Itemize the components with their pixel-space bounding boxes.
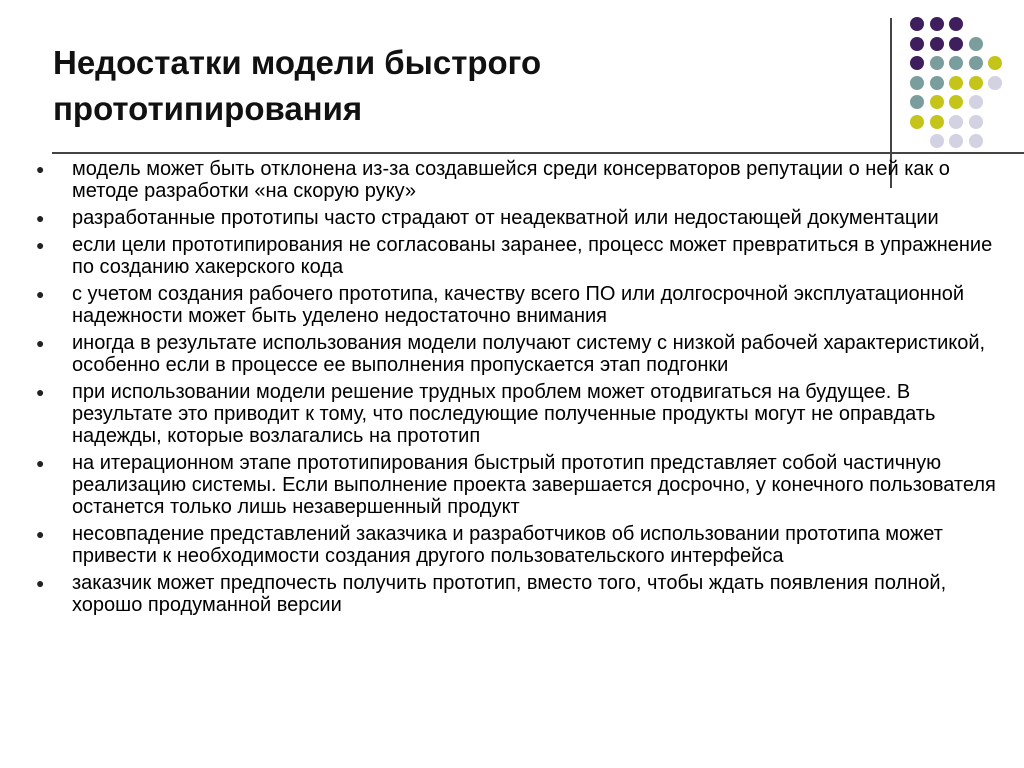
bullet-dot-icon: ● — [36, 286, 45, 302]
bullet-text: модель может быть отклонена из-за создавшейся среди консерваторов репутации о ней как о методе разработки «на скорую руку» — [72, 158, 950, 202]
bullet-item — [36, 332, 996, 376]
bullet-item — [36, 207, 996, 229]
decorative-dot — [910, 95, 924, 109]
bullet-dot-icon: ● — [36, 526, 45, 542]
bullet-item — [36, 523, 996, 567]
decorative-dot — [988, 76, 1002, 90]
decorative-dot — [910, 37, 924, 51]
bullet-item — [36, 452, 996, 518]
slide-title-line-2: прототипирования — [53, 90, 363, 127]
decorative-dot — [930, 95, 944, 109]
bullet-item — [36, 572, 996, 616]
decorative-dot-grid — [900, 8, 1024, 168]
bullet-item — [36, 158, 996, 202]
bullet-dot-icon: ● — [36, 335, 45, 351]
decorative-dot — [930, 37, 944, 51]
decorative-dot — [949, 95, 963, 109]
bullet-dot-icon: ● — [36, 237, 45, 253]
decorative-dot — [949, 76, 963, 90]
bullet-text: разработанные прототипы часто страдают от неадекватной или недостающей документации — [72, 207, 939, 229]
bullet-text: иногда в результате использования модели получают систему с низкой рабочей характеристикой, особенно если в процессе ее выполнения пропускается этап подгонки — [72, 332, 986, 376]
decorative-dot — [969, 76, 983, 90]
bullet-item — [36, 234, 996, 278]
decorative-dot — [910, 56, 924, 70]
bullet-dot-icon: ● — [36, 210, 45, 226]
bullet-dot-icon: ● — [36, 384, 45, 400]
bullet-text: при использовании модели решение трудных проблем может отодвигаться на будущее. В результате это приводит к тому, что последующие полученные продукты могут не оправдать надежды, которые возлагались на прототип — [72, 381, 936, 447]
bullet-dot-icon: ● — [36, 161, 45, 177]
decorative-dot — [930, 17, 944, 31]
decorative-dot — [949, 115, 963, 129]
decorative-dot — [988, 56, 1002, 70]
horizontal-divider — [52, 152, 1024, 154]
decorative-dot — [930, 134, 944, 148]
decorative-dot — [969, 37, 983, 51]
bullet-text: если цели прототипирования не согласованы заранее, процесс может превратиться в упражнение по созданию хакерского кода — [72, 234, 993, 278]
bullet-text: заказчик может предпочесть получить прототип, вместо того, чтобы ждать появления полной, хорошо продуманной версии — [72, 572, 947, 616]
decorative-dot — [969, 56, 983, 70]
decorative-dot — [930, 56, 944, 70]
bullet-text: на итерационном этапе прототипирования быстрый прототип представляет собой частичную реализацию системы. Если выполнение проекта завершается досрочно, у конечного пользователя останется только лишь незавершенный продукт — [72, 452, 996, 518]
decorative-dot — [949, 134, 963, 148]
slide-title — [53, 40, 853, 132]
decorative-dot — [949, 37, 963, 51]
decorative-dot — [949, 17, 963, 31]
decorative-dot — [910, 17, 924, 31]
decorative-dot — [949, 56, 963, 70]
bullet-dot-icon: ● — [36, 575, 45, 591]
decorative-dot — [969, 95, 983, 109]
decorative-dot — [930, 115, 944, 129]
bullet-text: с учетом создания рабочего прототипа, качеству всего ПО или долгосрочной эксплуатационной надежности может быть уделено недостаточно внимания — [72, 283, 965, 327]
decorative-dot — [969, 134, 983, 148]
bullet-list — [36, 158, 996, 621]
bullet-text: несовпадение представлений заказчика и разработчиков об использовании прототипа может привести к необходимости создания другого пользовательского интерфейса — [72, 523, 943, 567]
bullet-item — [36, 283, 996, 327]
decorative-dot — [910, 76, 924, 90]
bullet-item — [36, 381, 996, 447]
decorative-dot — [910, 115, 924, 129]
decorative-dot — [930, 76, 944, 90]
bullet-dot-icon: ● — [36, 455, 45, 471]
slide-title-line-1: Недостатки модели быстрого — [53, 44, 542, 81]
decorative-dot — [969, 115, 983, 129]
